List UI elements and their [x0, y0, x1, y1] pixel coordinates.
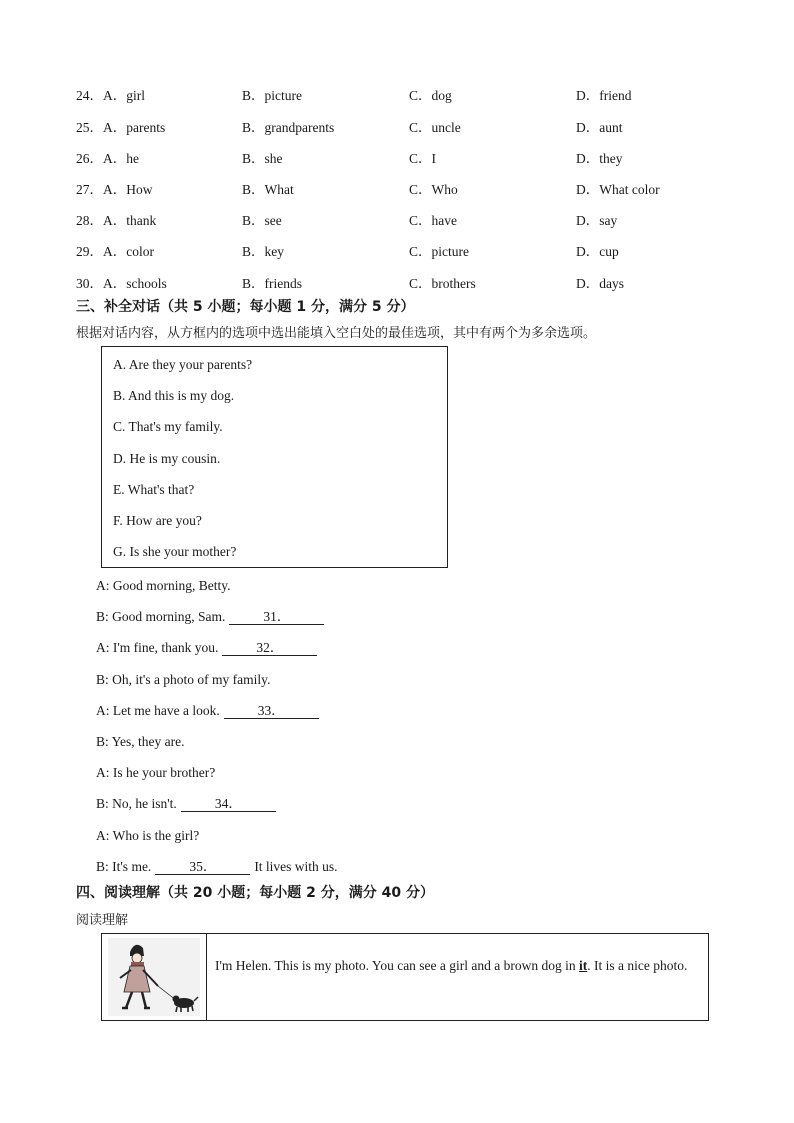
section3-instruction: 根据对话内容，从方框内的选项中选出能填入空白处的最佳选项，其中有两个为多余选项。	[76, 326, 597, 341]
dialogue-line	[96, 672, 270, 688]
dialogue-text: A: Let me have a look.	[96, 703, 220, 718]
question-number-and-option-a: 29．A．color	[76, 244, 154, 259]
option-c: C．dog	[409, 88, 452, 103]
option-b: B．grandparents	[242, 120, 335, 135]
option-c: C．uncle	[409, 120, 461, 135]
dialogue-text: B: No, he isn't.	[96, 796, 177, 811]
dialogue-line	[96, 703, 319, 719]
option-d: D．cup	[576, 244, 619, 259]
dialogue-text: A: Is he your brother?	[96, 765, 216, 780]
option-b: B．key	[242, 244, 284, 259]
option-c: C. That's my family.	[113, 419, 223, 434]
option-b: B．picture	[242, 88, 302, 103]
option-b: B. And this is my dog.	[113, 388, 235, 403]
answer-blank[interactable]: 35．	[155, 860, 250, 875]
answer-blank[interactable]: 32．	[222, 641, 317, 656]
option-c: C．brothers	[409, 276, 476, 291]
dialogue-line	[96, 765, 215, 781]
dialogue-line	[96, 578, 231, 594]
option-d: D．What color	[576, 182, 660, 197]
option-d: D．days	[576, 276, 624, 291]
option-d: D．they	[576, 151, 623, 166]
option-d: D．friend	[576, 88, 632, 103]
option-g: G. Is she your mother?	[113, 544, 237, 559]
question-row	[76, 84, 756, 104]
question-number-and-option-a: 25．A．parents	[76, 120, 166, 135]
option-c: C．picture	[409, 244, 469, 259]
reading-passage-box	[101, 933, 709, 1021]
dialogue-text-after: It lives with us.	[254, 859, 338, 874]
question-row	[76, 178, 756, 198]
option-b: B．she	[242, 151, 283, 166]
dialogue-line	[96, 828, 199, 844]
dialogue-text: A: I'm fine, thank you.	[96, 640, 219, 655]
question-row	[76, 272, 756, 292]
answer-blank[interactable]: 33．	[224, 704, 319, 719]
dialogue-text: B: Yes, they are.	[96, 734, 185, 749]
question-row	[76, 147, 756, 167]
girl-walking-dog-icon	[102, 934, 207, 1020]
dialogue-text: A: Good morning, Betty.	[96, 578, 231, 593]
answer-blank[interactable]: 31．	[229, 610, 324, 625]
option-d: D．aunt	[576, 120, 623, 135]
option-e: E. What's that?	[113, 482, 195, 497]
dialogue-line	[96, 734, 185, 750]
question-row	[76, 209, 756, 229]
section4-subheading: 阅读理解	[76, 913, 129, 928]
question-row	[76, 240, 756, 260]
question-number-and-option-a: 26．A．he	[76, 151, 139, 166]
question-number-and-option-a: 28．A．thank	[76, 213, 157, 228]
question-number-and-option-a: 24．A．girl	[76, 88, 145, 103]
option-c: C．I	[409, 151, 436, 166]
underlined-word: it	[579, 958, 588, 973]
option-c: C．Who	[409, 182, 458, 197]
options-box	[101, 346, 448, 568]
answer-blank[interactable]: 34．	[181, 797, 276, 812]
dialogue-text: B: Oh, it's a photo of my family.	[96, 672, 271, 687]
option-b: B．see	[242, 213, 282, 228]
question-number-and-option-a: 30．A．schools	[76, 276, 167, 291]
dialogue-line	[96, 640, 317, 656]
option-f: F. How are you?	[113, 513, 202, 528]
question-row	[76, 116, 756, 136]
dialogue-line	[96, 796, 276, 812]
dialogue-text: B: It's me.	[96, 859, 152, 874]
dialogue-text: A: Who is the girl?	[96, 828, 200, 843]
dialogue-text: B: Good morning, Sam.	[96, 609, 226, 624]
section4-heading: 四、阅读理解（共 20 小题；每小题 2 分，满分 40 分）	[76, 885, 434, 901]
dialogue-line	[96, 609, 324, 625]
option-d: D．say	[576, 213, 618, 228]
dialogue-line	[96, 859, 338, 875]
option-b: B．What	[242, 182, 294, 197]
option-a: A. Are they your parents?	[113, 357, 253, 372]
option-d: D. He is my cousin.	[113, 451, 221, 466]
option-b: B．friends	[242, 276, 302, 291]
section3-heading: 三、补全对话（共 5 小题；每小题 1 分，满分 5 分）	[76, 299, 415, 315]
reading-passage-text: I'm Helen. This is my photo. You can see a girl and a brown dog in it. It is a nice photo.	[215, 958, 688, 973]
question-number-and-option-a: 27．A．How	[76, 182, 153, 197]
option-c: C．have	[409, 213, 457, 228]
